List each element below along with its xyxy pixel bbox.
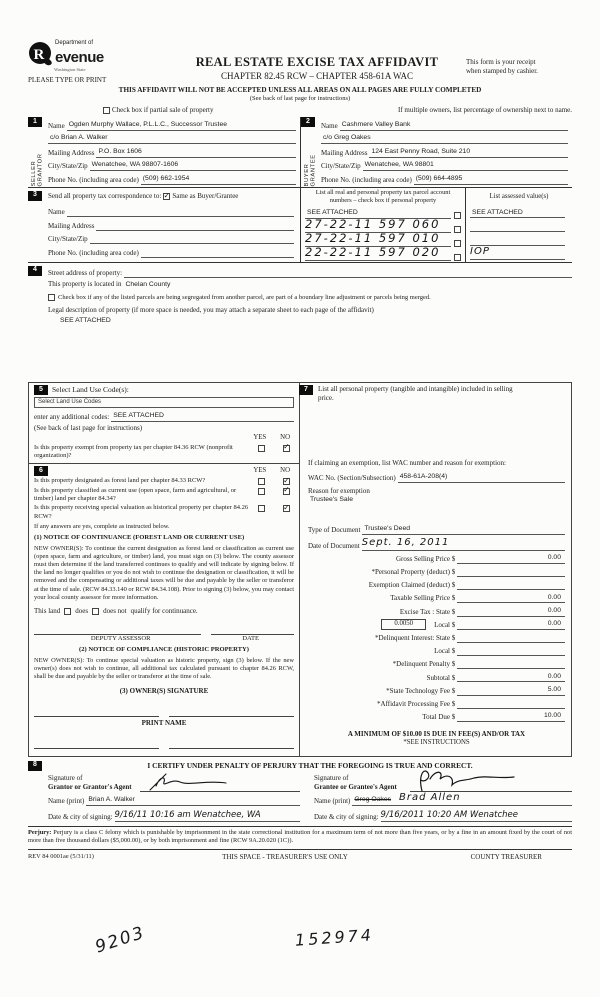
minimum-due-note: A MINIMUM OF $10.00 IS DUE IN FEE(S) AND/OR TAX [347, 730, 526, 739]
stamp-number-left: 9203 [92, 922, 148, 958]
assessed-values-header: List assessed value(s) [489, 192, 549, 200]
seller-mailing-label: Mailing Address [48, 148, 95, 157]
doc-date-field[interactable]: Sept. 16, 2011 [362, 537, 565, 551]
fee-value-10[interactable]: 5.00 [457, 686, 565, 696]
dollar-sign: $ [451, 686, 456, 695]
grantor-signature-field[interactable] [140, 772, 300, 792]
acceptance-notice: THIS AFFIDAVIT WILL NOT BE ACCEPTED UNLESS ALL AREAS ON ALL PAGES ARE FULLY COMPLETED [118, 85, 482, 94]
county-field[interactable]: Chelan County [125, 280, 171, 288]
type-or-print-label: PLEASE TYPE OR PRINT [28, 75, 107, 84]
fee-label-3: Taxable Selling Price [390, 594, 450, 603]
send-correspondence-label: Send all property tax correspondence to: [48, 192, 162, 201]
corr-city-field[interactable] [90, 235, 294, 244]
seller-mailing-field[interactable]: P.O. Box 1606 [96, 148, 296, 158]
dollar-sign: $ [451, 581, 456, 590]
perjury-body: Perjury is a class C felony which is punishable by imprisonment in the state correctional institution for a maximum term of not more than five years, or by a fine in an amount fixed by the court of not more than five thousand dollars ($5,000.00), or by both imprisonment and fine (RCW 9A.20.020 (1C)). [28, 829, 572, 845]
fee-value-4[interactable]: 0.00 [457, 607, 565, 617]
legal-description-value[interactable]: SEE ATTACHED [60, 317, 111, 325]
buyer-side-label-2: GRANTEE [310, 154, 317, 187]
buyer-block [300, 117, 572, 187]
seller-side-label-1: SELLER [31, 160, 37, 187]
perjury-label: Perjury: [28, 829, 52, 837]
buyer-phone-field[interactable]: (509) 664-4895 [414, 175, 568, 185]
corr-phone-field[interactable] [141, 249, 294, 258]
rev-number: REV 84 0001ae (5/31/11) [28, 852, 94, 860]
deputy-date-line[interactable] [211, 626, 294, 635]
does-not-checkbox[interactable] [92, 608, 99, 615]
dollar-sign: $ [451, 607, 456, 616]
logo-subtext: Washington State [54, 66, 86, 72]
dollar-sign: $ [451, 594, 456, 603]
street-address-field[interactable] [124, 269, 572, 278]
form-header [28, 40, 572, 85]
additional-codes-label: enter any additional codes: [34, 413, 110, 422]
reason-exemption-value[interactable]: Trustee's Sale [310, 495, 353, 503]
fee-label-10: *State Technology Fee [386, 686, 450, 695]
section-8-number: 8 [28, 761, 42, 771]
personal-property-text-1: List all personal property (tangible and intangible) included in selling [318, 385, 513, 394]
legal-description-label: Legal description of property (if more space is needed, you may attach a separate sheet to each page of the affidavit) [48, 306, 374, 315]
print-name-line-2[interactable] [169, 740, 294, 749]
fee-label-4: Excise Tax : State [399, 607, 450, 616]
does-label: does [75, 606, 89, 615]
parcel-row-3[interactable]: 22-22-11 597 020 [305, 245, 451, 261]
grantee-signature-field[interactable] [410, 772, 572, 792]
fee-label-7: Local [434, 647, 450, 656]
continuance-section [29, 464, 299, 753]
section-2-number: 2 [301, 117, 315, 127]
doc-type-label: Type of Document [308, 525, 361, 534]
historic-no-checkbox[interactable] [283, 505, 290, 512]
grantee-name-struck: Greg Oakes [354, 796, 392, 804]
wac-label: WAC No. (Section/Subsection) [308, 474, 396, 483]
notice1-body: NEW OWNER(S): To continue the current designation as forest land or classification as current use (open space, farm and agriculture, or timber) land, you must sign on (3) below. The county assessor must then determine if the land transferred continues to qualify and will indicate by signing below. If the land no longer qualifies or you do not wish to continue the designation or classification, it will be removed and the compensating or additional taxes will be due and payable by the seller or transferor at the time of sale. (RCW 84.33.140 or RCW 84.34.108). Prior to signing (3) below, you may contact your local county assessor for more information. [34, 544, 294, 601]
does-checkbox[interactable] [64, 608, 71, 615]
grantor-date-label: Date & city of signing: [48, 813, 113, 822]
local-rate-box[interactable]: 0.0050 [381, 619, 426, 630]
see-instructions-note: *SEE INSTRUCTIONS [403, 739, 470, 746]
land-use-title: Select Land Use Code(s): [52, 385, 129, 395]
parcel-checkbox-1[interactable] [454, 226, 461, 233]
buyer-city-label: City/State/Zip [321, 162, 361, 171]
certification-section [28, 761, 572, 822]
revenue-logo-block [28, 40, 168, 85]
dollar-sign: $ [451, 554, 456, 563]
buyer-co-field[interactable]: c/o Greg Oakes [321, 134, 568, 144]
receipt-note-line2: when stamped by cashier. [466, 67, 538, 76]
fee-label-8: *Delinquent Penalty [392, 660, 450, 669]
form-subtitle: CHAPTER 82.45 RCW – CHAPTER 458-61A WAC [221, 71, 413, 81]
section5-see-back: (See back of last page for instructions) [34, 423, 143, 432]
seller-phone-label: Phone No. (including area code) [48, 175, 139, 184]
form-title: REAL ESTATE EXCISE TAX AFFIDAVIT [195, 55, 439, 69]
see-back-note: (See back of last page for instructions) [249, 94, 351, 102]
grantor-sig-label-2: Grantor or Grantor's Agent [48, 783, 132, 792]
segregated-label: Check box if any of the listed parcels are being segregated from another parcel, are part of a boundary line adjustment or parcels being merged. [58, 293, 431, 301]
print-name-line-1[interactable] [34, 740, 159, 749]
grantor-signature-icon [146, 770, 236, 794]
stamp-number-center: 152974 [294, 925, 375, 950]
historic-yes-checkbox[interactable] [258, 505, 265, 512]
deputy-assessor-signature-line[interactable] [34, 626, 201, 635]
assessed-row-1[interactable] [470, 223, 565, 232]
section5-yes-header: YES [253, 434, 267, 442]
same-as-buyer-label: Same as Buyer/Grantee [172, 192, 239, 201]
parcel-checkbox-2[interactable] [454, 240, 461, 247]
land-use-dropdown-value: Select Land Use Codes [38, 398, 102, 405]
perjury-notice [28, 826, 572, 849]
if-any-yes-note: If any answers are yes, complete as instructed below. [34, 522, 170, 530]
current-use-question: Is this property classified as current use (open space, farm and agricultural, or timber) land per chapter 84.34? [34, 486, 237, 503]
current-use-no-checkbox[interactable] [283, 488, 290, 495]
section-3-number: 3 [28, 191, 42, 201]
fee-value-9[interactable]: 0.00 [457, 673, 565, 683]
parties-section [28, 117, 572, 188]
fee-label-0: Gross Selling Price [395, 554, 450, 563]
fee-label-5: Local [434, 620, 450, 629]
dollar-sign: $ [451, 699, 456, 708]
personal-property-fees-section [300, 383, 571, 756]
qualify-post-label: qualify for continuance. [130, 606, 198, 615]
personal-property-text-2: price. [318, 394, 334, 403]
seller-side-label-2: GRANTOR [37, 153, 44, 187]
located-in-label: This property is located in [48, 280, 122, 289]
exempt-question: Is this property exempt from property tax per chapter 84.36 RCW (nonprofit organization)? [34, 443, 233, 460]
grantee-sig-label-2: Grantee or Grantee's Agent [314, 783, 397, 792]
exempt-no-checkbox[interactable] [283, 445, 290, 452]
fee-value-0[interactable]: 0.00 [457, 554, 565, 564]
corr-mailing-field[interactable] [96, 222, 294, 231]
logo-dept-text: Department of [55, 40, 94, 46]
corr-name-field[interactable] [67, 208, 294, 217]
buyer-city-field[interactable]: Wenatchee, WA 98801 [363, 161, 568, 171]
exemption-instruction: If claiming an exemption, list WAC number and reason for exemption: [308, 459, 506, 468]
assessed-row-3[interactable]: IOP [470, 246, 565, 260]
corr-name-label: Name [48, 208, 65, 217]
logo-name-text: evenue [55, 48, 104, 66]
buyer-name-field[interactable]: Cashmere Valley Bank [340, 121, 568, 131]
receipt-note-line1: This form is your receipt [466, 58, 536, 66]
additional-codes-field[interactable]: SEE ATTACHED [111, 412, 294, 422]
historic-question: Is this property receiving special valuation as historical property per chapter 84.26 RCW? [34, 504, 249, 520]
dollar-sign: $ [451, 620, 456, 629]
correspondence-section [28, 188, 572, 263]
fee-value-5[interactable]: 0.00 [457, 620, 565, 630]
owner-signature-line-1[interactable] [34, 708, 159, 717]
section-5-number: 5 [34, 385, 48, 395]
buyer-phone-label: Phone No. (including area code) [321, 175, 412, 184]
property-address-section [28, 263, 572, 368]
seller-name-field[interactable]: Ogden Murphy Wallace, P.L.L.C., Successor Trustee [67, 121, 296, 131]
dollar-sign: $ [451, 713, 456, 722]
grantee-date-label: Date & city of signing: [314, 813, 379, 822]
forest-land-question: Is this property designated as forest land per chapter 84.33 RCW? [34, 477, 206, 485]
assessed-row-2[interactable] [470, 237, 565, 246]
print-name-heading: PRINT NAME [141, 719, 187, 728]
grantee-sig-label-1: Signature of [314, 773, 349, 782]
grantor-date-field[interactable]: 9/16/11 10:16 am Wenatchee, WA [115, 810, 300, 822]
revenue-logo-icon [28, 41, 53, 66]
buyer-name-label: Name [321, 121, 338, 130]
exempt-yes-checkbox[interactable] [258, 445, 265, 452]
does-not-label: does not [103, 606, 127, 615]
fee-label-12: Total Due [422, 713, 450, 722]
reason-exemption-label: Reason for exemption [308, 486, 370, 495]
owner-signature-line-2[interactable] [169, 708, 294, 717]
grantee-name-label: Name (print) [314, 797, 351, 806]
fee-label-1: *Personal Property (deduct) [371, 568, 450, 577]
partial-sale-label: Check box if partial sale of property [112, 106, 214, 115]
street-address-label: Street address of property: [48, 269, 123, 278]
grantor-signature-block [48, 772, 310, 822]
section5-no-header: NO [280, 434, 290, 442]
grantee-signature-icon [414, 765, 524, 795]
owners-signature-heading: (3) OWNER(S) SIGNATURE [119, 687, 209, 696]
fee-label-6: *Delinquent Interest: State [374, 633, 450, 642]
grantee-signature-block [310, 772, 572, 822]
land-use-dropdown[interactable] [34, 397, 294, 408]
dollar-sign: $ [451, 660, 456, 669]
assessed-row-0[interactable]: SEE ATTACHED [470, 209, 565, 219]
grantee-date-field[interactable]: 9/16/2011 10:20 AM Wenatchee [381, 810, 572, 822]
fee-label-11: *Affidavit Processing Fee [377, 699, 450, 708]
buyer-side-label-1: BUYER [304, 163, 310, 187]
land-use-section [29, 383, 299, 464]
parcel-checkbox-0[interactable] [454, 212, 461, 219]
grantor-name-label: Name (print) [48, 797, 85, 806]
parcel-row-2[interactable]: 27-22-11 597 010 [305, 231, 451, 247]
dollar-sign: $ [451, 568, 456, 577]
segregated-checkbox[interactable] [48, 294, 55, 301]
dollar-sign: $ [451, 647, 456, 656]
seller-co-field[interactable]: c/o Brian A. Walker [48, 134, 296, 144]
buyer-mailing-label: Mailing Address [321, 148, 368, 157]
notice2-body: NEW OWNER(S): To continue special valuation as historic property, sign (3) below. If the new owner(s) does not wish to continue, all additional tax calculated pursuant to chapter 84.26 RCW, shall be due and payable by the seller or transferor at the time of sale. [34, 656, 294, 681]
forest-yes-checkbox[interactable] [258, 478, 265, 485]
parcel-row-1[interactable]: 27-22-11 597 060 [305, 217, 451, 233]
section-1-number: 1 [28, 117, 42, 127]
treasurer-space-label: THIS SPACE - TREASURER'S USE ONLY [222, 852, 348, 861]
current-use-yes-checkbox[interactable] [258, 488, 265, 495]
seller-phone-field[interactable]: (509) 662-1954 [141, 175, 296, 185]
grantor-sig-label-1: Signature of [48, 773, 83, 782]
notice1-title: (1) NOTICE OF CONTINUANCE (FOREST LAND OR CURRENT USE) [34, 534, 245, 542]
dollar-sign: $ [451, 633, 456, 642]
grantor-name-field[interactable]: Brian A. Walker [86, 796, 300, 806]
corr-mailing-label: Mailing Address [48, 221, 95, 230]
svg-text:R: R [33, 46, 45, 63]
parcel-numbers-header: List all real and personal property tax parcel account numbers – check box if personal property [315, 188, 451, 204]
certify-statement: I CERTIFY UNDER PENALTY OF PERJURY THAT THE FOREGOING IS TRUE AND CORRECT. [147, 760, 473, 770]
section-7-number: 7 [299, 385, 313, 395]
land-use-and-fees-box [28, 382, 572, 757]
notice2-title: (2) NOTICE OF COMPLIANCE (HISTORIC PROPERTY) [79, 646, 249, 654]
corr-phone-label: Phone No. (including area code) [48, 248, 139, 257]
county-treasurer-label: COUNTY TREASURER [470, 852, 542, 861]
buyer-mailing-field[interactable]: 124 East Penny Road, Suite 210 [369, 148, 568, 158]
deputy-date-label: DATE [242, 634, 260, 642]
same-as-buyer-checkbox[interactable] [163, 193, 170, 200]
parcel-checkbox-3[interactable] [454, 254, 461, 261]
doc-type-field[interactable]: Trustee's Deed [362, 525, 565, 535]
seller-name-label: Name [48, 121, 65, 130]
parcel-row-0[interactable]: SEE ATTACHED [305, 209, 451, 219]
form-footer [28, 853, 572, 862]
doc-date-label: Date of Document [308, 541, 360, 550]
grantee-name-field[interactable]: Brad Allen [399, 792, 461, 804]
multiple-owners-note: If multiple owners, list percentage of ownership next to name. [398, 106, 572, 115]
seller-city-label: City/State/Zip [48, 162, 88, 171]
corr-city-label: City/State/Zip [48, 235, 88, 244]
deputy-assessor-label: DEPUTY ASSESSOR [90, 634, 151, 642]
fee-label-9: Subtotal [426, 673, 450, 682]
section-6-number: 6 [34, 466, 48, 476]
dollar-sign: $ [451, 673, 456, 682]
fee-value-12[interactable]: 10.00 [457, 712, 565, 722]
qualify-pre-label: This land [34, 606, 61, 615]
seller-block [28, 117, 300, 187]
fee-value-3[interactable]: 0.00 [457, 594, 565, 604]
section-4-number: 4 [28, 266, 42, 276]
wac-field[interactable]: 458-61A-208(4) [398, 473, 565, 483]
section6-no-header: NO [280, 467, 290, 475]
fee-label-2: Exemption Claimed (deduct) [368, 581, 450, 590]
seller-city-field[interactable]: Wenatchee, WA 98807-1606 [90, 161, 296, 171]
section6-yes-header: YES [253, 467, 267, 475]
partial-sale-checkbox[interactable] [103, 107, 110, 114]
